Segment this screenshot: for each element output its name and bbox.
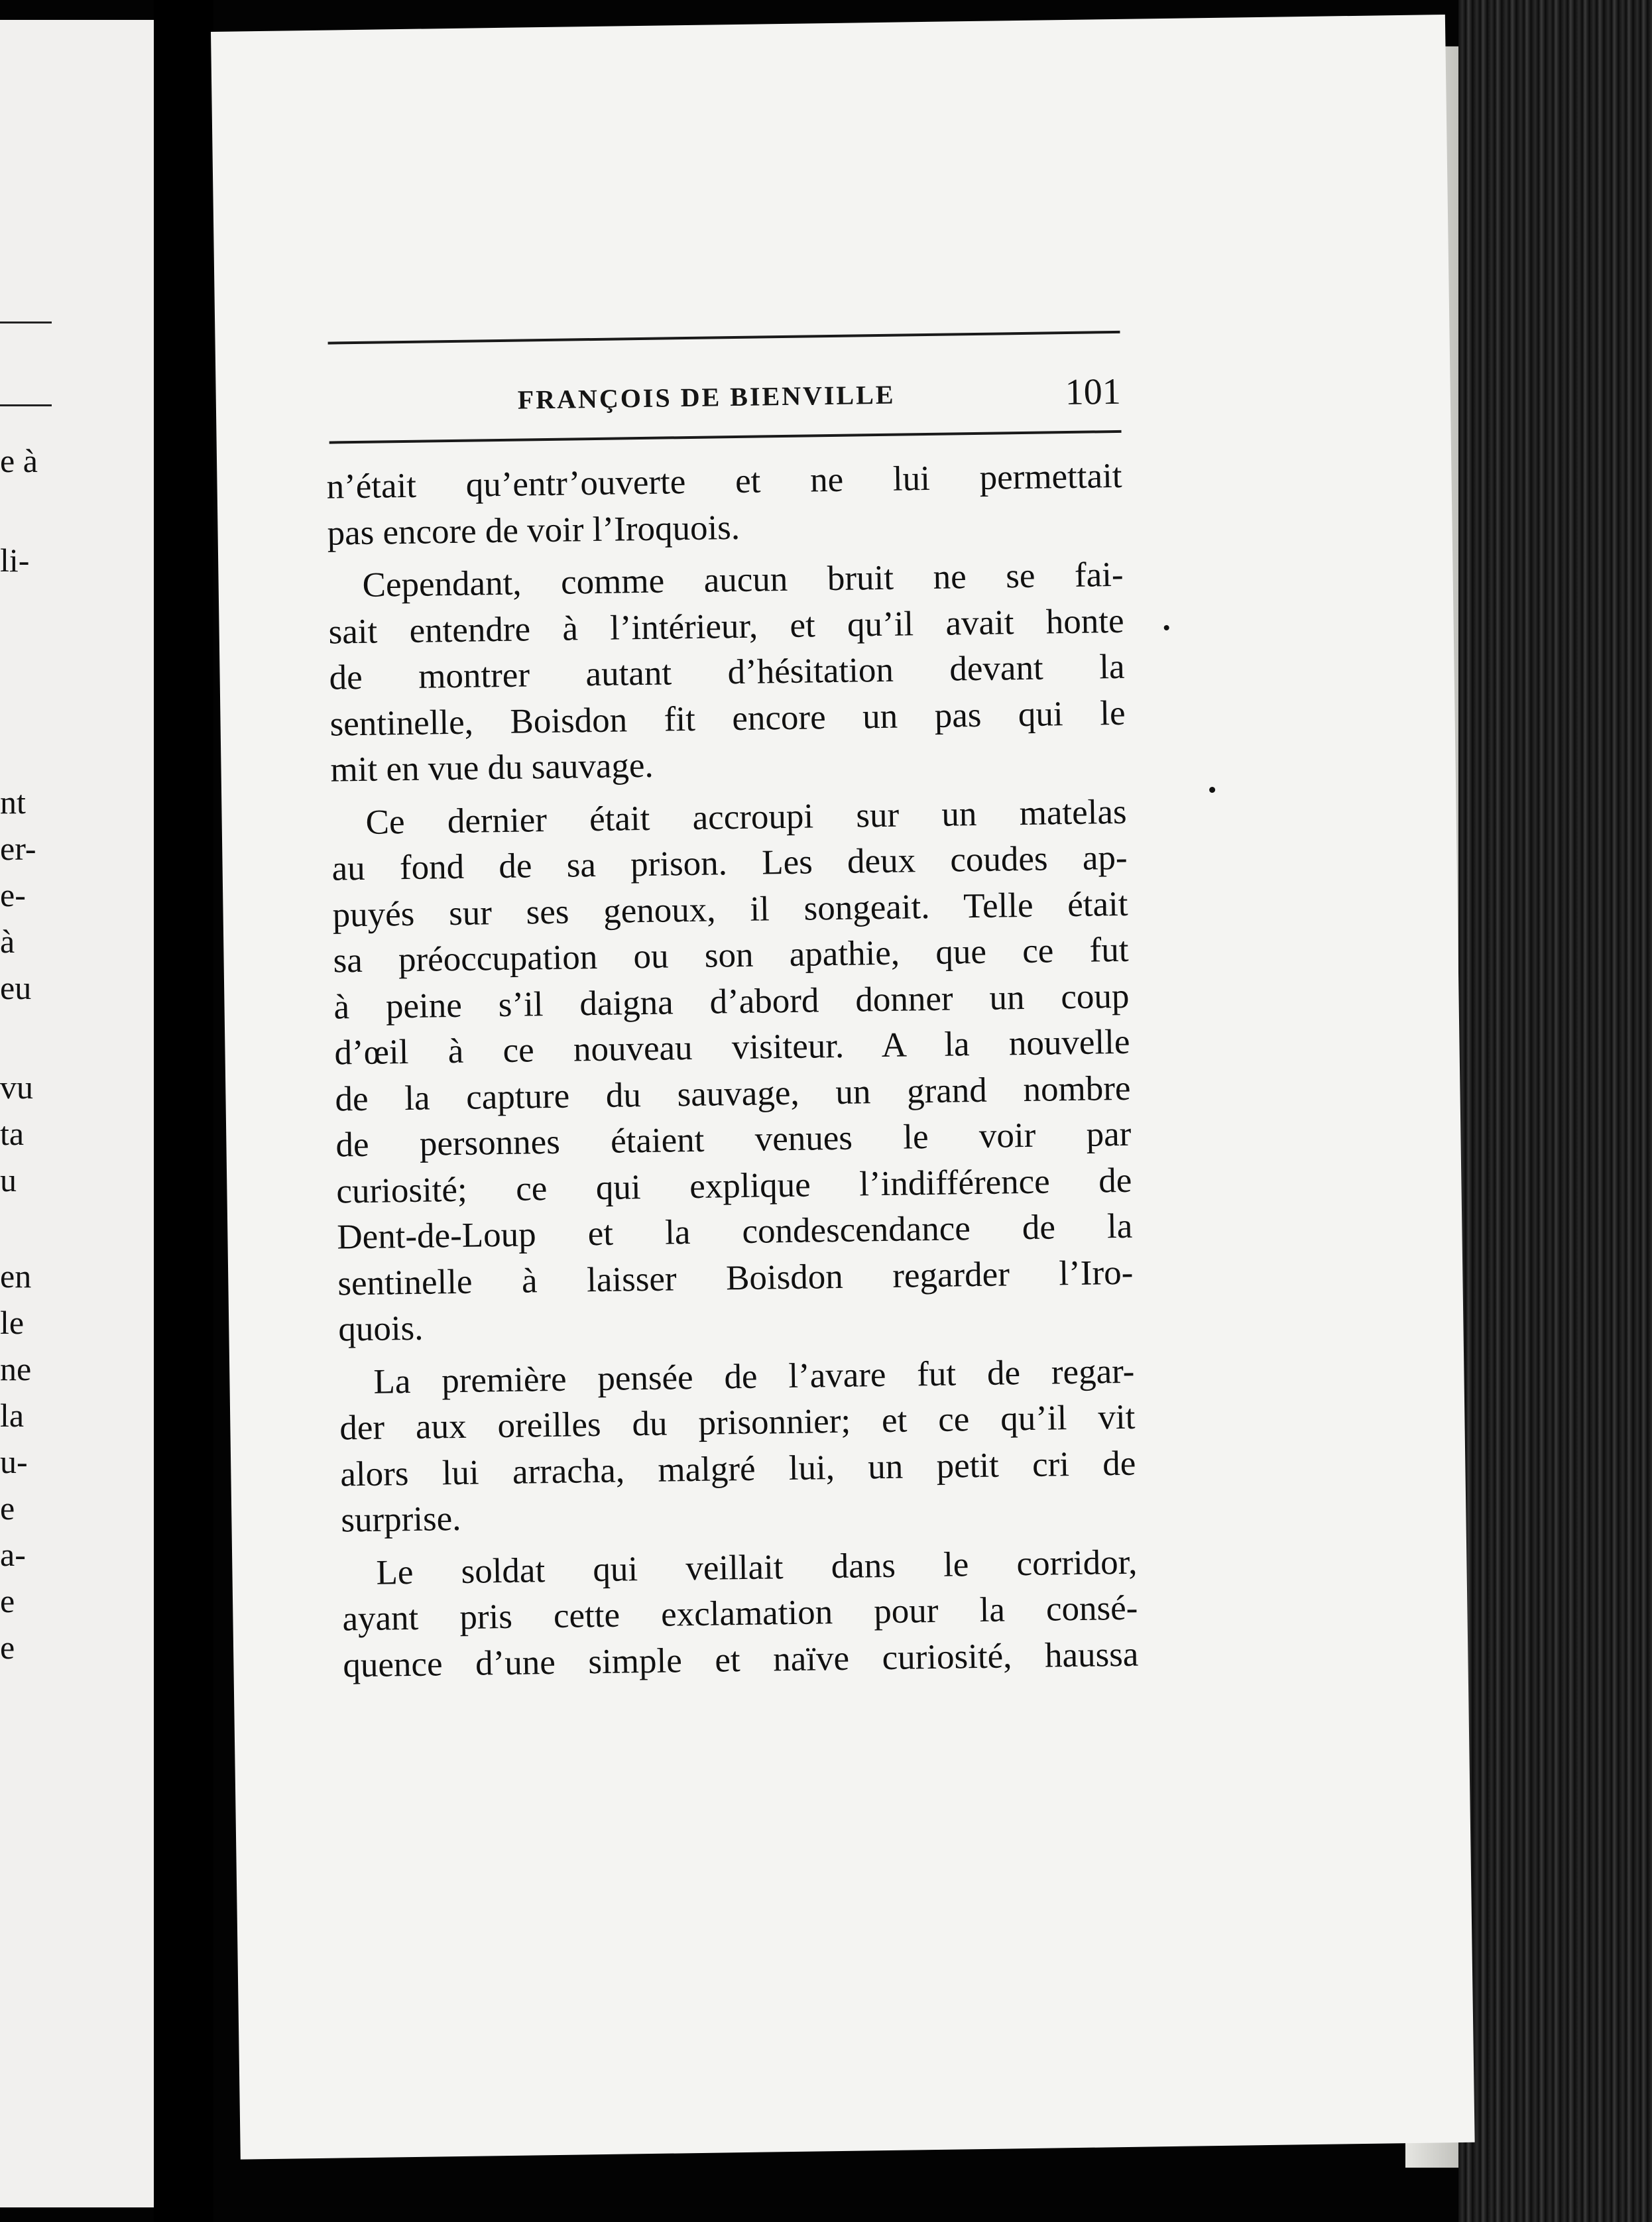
text-line: quois.	[337, 1309, 424, 1349]
left-page-fragment: eu	[0, 969, 32, 1006]
left-page-fragment: er-	[0, 830, 36, 867]
text-line: de montrer autant d’hésitation devant la	[329, 647, 1125, 697]
text-line: n’était qu’entr’ouverte et ne lui permettait	[326, 456, 1122, 506]
text-line: Dent-de-Loup et la condescendance de la	[337, 1206, 1133, 1257]
body-text	[326, 453, 1139, 1689]
book-binding-edge	[1458, 0, 1652, 2222]
left-page-fragment: la	[0, 1397, 25, 1434]
text-line: mit en vue du sauvage.	[330, 746, 654, 789]
text-line: Le soldat qui veillait dans le corridor,	[376, 1543, 1138, 1592]
running-head	[328, 371, 1121, 428]
text-line: de personnes étaient venues le voir par	[335, 1114, 1132, 1165]
left-page-fragment: vu	[0, 1069, 33, 1106]
text-line: de la capture du sauvage, un grand nombre	[335, 1069, 1131, 1119]
left-page-rule	[0, 322, 52, 323]
previous-page-edge	[0, 20, 154, 2207]
page-number: 101	[1065, 371, 1122, 414]
left-page-fragment: ta	[0, 1115, 25, 1152]
left-page-fragment: u	[0, 1161, 17, 1199]
text-line: Cependant, comme aucun bruit ne se fai-	[362, 555, 1124, 605]
left-page-fragment: nt	[0, 784, 26, 821]
text-line: ayant pris cette exclamation pour la consé-	[342, 1588, 1138, 1639]
text-line: quence d’une simple et naïve curiosité, haussa	[343, 1635, 1139, 1684]
running-head-title: FRANÇOIS DE BIENVILLE	[517, 379, 896, 415]
text-line: pas encore de voir l’Iroquois.	[327, 508, 740, 553]
left-page-fragment: e	[0, 1490, 15, 1527]
left-page-fragment: u-	[0, 1443, 28, 1480]
left-page-fragment: e à	[0, 442, 38, 479]
text-line: curiosité; ce qui explique l’indifférence de	[336, 1161, 1132, 1211]
text-line: sa préoccupation ou son apathie, que ce fut	[333, 930, 1129, 980]
left-page-fragment: en	[0, 1257, 32, 1295]
left-page-fragment: ne	[0, 1350, 32, 1387]
text-line: surprise.	[340, 1499, 461, 1540]
text-line: d’œil à ce nouveau visiteur. A la nouvelle	[334, 1022, 1130, 1073]
header-top-rule	[328, 331, 1120, 345]
text-line: La première pensée de l’avare fut de regar-	[373, 1352, 1135, 1401]
left-page-fragment: e-	[0, 876, 26, 913]
left-page-fragment: e	[0, 1629, 15, 1666]
book-page	[211, 15, 1475, 2160]
scan-speck	[1209, 787, 1215, 793]
left-page-fragment: à	[0, 923, 15, 960]
book-gutter	[154, 0, 213, 2222]
text-line: sait entendre à l’intérieur, et qu’il avait honte	[328, 601, 1124, 652]
left-page-fragment: e	[0, 1582, 15, 1619]
scan-speck	[1164, 625, 1169, 630]
text-line: au fond de sa prison. Les deux coudes ap-	[331, 838, 1128, 888]
text-line: sentinelle à laisser Boisdon regarder l’Iro-	[337, 1253, 1134, 1303]
left-page-fragment: li-	[0, 542, 30, 579]
left-page-rule	[0, 404, 52, 406]
text-line: à peine s’il daigna d’abord donner un coup	[333, 976, 1130, 1027]
text-line: sentinelle, Boisdon fit encore un pas qui le	[329, 693, 1126, 744]
text-line: alors lui arracha, malgré lui, un petit cri de	[339, 1444, 1136, 1493]
text-line: der aux oreilles du prisonnier; et ce qu’il vit	[339, 1397, 1136, 1448]
text-line: puyés sur ses genoux, il songeait. Telle était	[332, 884, 1128, 935]
left-page-fragment: a-	[0, 1536, 26, 1573]
text-line: Ce dernier était accroupi sur un matelas	[365, 792, 1127, 842]
left-page-fragment: le	[0, 1304, 25, 1341]
header-bottom-rule	[329, 430, 1122, 444]
